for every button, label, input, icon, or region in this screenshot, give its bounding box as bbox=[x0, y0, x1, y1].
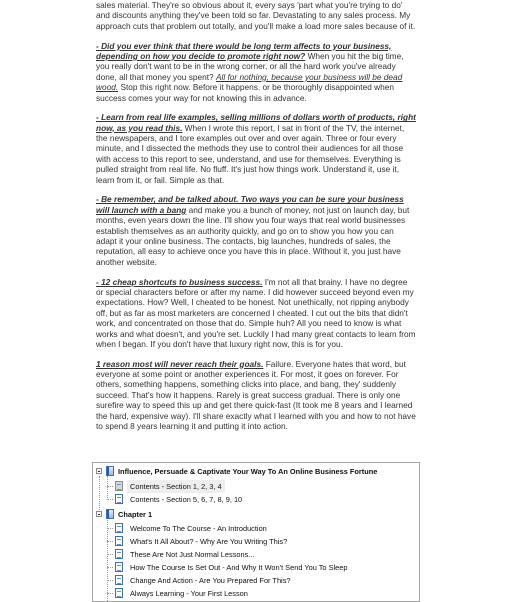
collapse-icon[interactable] bbox=[96, 511, 102, 517]
paragraph-text: and make you a bunch of money, not just on launch day, but months, even years down the line. I'll show you four ways that real world businesses establish themselves as an authority quickly, and go on to show you how you can adapt it your online business. The contacts, big launches, hundreds of sales, the reputation, all easy to achieve once you have this in place. Without it, you just have another website. bbox=[96, 204, 410, 267]
paragraph-emphasis: All for nothing, because your business will be dead wood. bbox=[96, 71, 403, 93]
tree-connector bbox=[107, 567, 113, 568]
tree-node-label: These Are Not Just Normal Lessons... bbox=[130, 550, 255, 559]
tree-node-contents-1[interactable] bbox=[93, 480, 419, 493]
book-icon bbox=[106, 509, 114, 519]
paragraph-3 bbox=[96, 194, 416, 267]
tree-node-chapter-1[interactable] bbox=[93, 508, 419, 521]
tree-node-lesson[interactable] bbox=[93, 522, 419, 535]
paragraph-text: I'm not all that brainy. I have no degree or special characters before or after my name. I did however succeed beyond even my expectations. How? Well, I cheated to be honest. Not unethically, not ripping anybody off, but as far as most marketers are concerned I cheated. I cut out the bits that didn't work, and concentrated on those that do. Simple huh? All you need to know is what works and what doesn't, and you're set. Luckily I had many great contacts to learn from when I began. If you don't have that luxury right now, this is for you. bbox=[96, 276, 416, 349]
paragraph-heading: - Be remember, and be talked about. Two ways you can be sure your business will launch with a bang bbox=[96, 194, 404, 215]
tree-connector bbox=[107, 580, 113, 581]
tree-connector bbox=[107, 528, 113, 529]
tree-node-root[interactable] bbox=[93, 465, 419, 478]
paragraph-heading: - Learn from real life examples, selling millions of dollars worth of products, right now, as you read this. bbox=[96, 112, 416, 133]
tree-node-lesson[interactable] bbox=[93, 535, 419, 548]
tree-node-label: Chapter 1 bbox=[118, 510, 153, 519]
tree-connector bbox=[107, 499, 113, 500]
page-icon bbox=[115, 562, 123, 572]
page-icon bbox=[115, 575, 123, 585]
paragraph-heading: - 12 cheap shortcuts to business success. bbox=[96, 276, 263, 287]
tree-node-label: Change And Action - Are You Prepared For This? bbox=[130, 576, 291, 585]
tree-connector bbox=[107, 486, 113, 487]
tree-node-label: How The Course Is Set Out - And Why It Won't Send You To Sleep bbox=[130, 563, 348, 572]
page-icon bbox=[115, 523, 123, 533]
paragraph-heading: - Did you ever think that there would be long term affects to your business, depending on how you decide to promote right now? bbox=[96, 40, 392, 61]
paragraph-1 bbox=[96, 41, 416, 103]
tree-connector bbox=[107, 541, 113, 542]
paragraph-2 bbox=[96, 112, 416, 185]
paragraph-heading: 1 reason most will never reach their goals. bbox=[96, 358, 264, 369]
tree-node-label: Contents - Section 1, 2, 3, 4 bbox=[127, 480, 225, 493]
paragraph-text: Failure. Everyone hates that word, but everyone at some point or another experiences it. For most, it goes on forever. For others, something happens, something clicks into place, and bang, they' suddenly succeed. That's how it happens. Rarely is great success gradual. There is only one surefire way to speed this up and get there quick-fast (It took me 8 years and I learned the hard, expensive way). I'll share exactly what I learned with you and how to not have to spend 8 years learning it and putting it into action. bbox=[96, 358, 416, 432]
paragraph-5 bbox=[96, 359, 416, 432]
paragraph-4 bbox=[96, 277, 416, 350]
tree-node-label: Welcome To The Course - An Introduction bbox=[130, 524, 267, 533]
table-of-contents-tree[interactable] bbox=[92, 462, 420, 602]
tree-node-lesson[interactable] bbox=[93, 561, 419, 574]
page-icon bbox=[115, 494, 123, 504]
tree-node-lesson[interactable] bbox=[93, 548, 419, 561]
tree-node-label: What's It All About? - Why Are You Writing This? bbox=[130, 537, 288, 546]
tree-node-lesson[interactable] bbox=[93, 587, 419, 600]
tree-connector bbox=[107, 554, 113, 555]
tree-node-lesson[interactable] bbox=[93, 574, 419, 587]
paragraph-text: When I wrote this report, I sat in front of the TV, the internet, the newspapers, and I tore examples out over and over again. Three or four every minute, and I dissected the methods they use to control their audiences for all those with access to this report to see, understand, and use for themselves. Everything is pulled straight from real life. No fluff. It's just how things work. Understand it, use it, learn from it, or fail. Simple as that. bbox=[96, 122, 405, 185]
page-icon bbox=[115, 588, 123, 598]
page-icon bbox=[115, 536, 123, 546]
paragraph-text: sales material. They're so obvious about it, every says 'part what you're trying to do' and discounts anything they've been told so far. Devastating to any sales process. My approach cuts that problem out totally, and you'll make a load more sales because of it. bbox=[96, 0, 416, 31]
paragraph-text: Stop this right now. Before it happens. or be thoroughly disappointed when success comes your way for not knowing this in advance. bbox=[96, 82, 394, 103]
tree-node-label: Always Learning - Your First Lesson bbox=[130, 589, 248, 598]
paragraph-0 bbox=[96, 0, 416, 31]
page-icon bbox=[115, 549, 123, 559]
article-body bbox=[96, 0, 416, 441]
tree-connector bbox=[107, 593, 113, 594]
paragraph-text: When you hit the big time, you really don't want to be in the wrong corner, or all the hard work you've already done, all that money you spent? bbox=[96, 50, 404, 82]
book-icon bbox=[106, 466, 114, 476]
tree-node-label: Influence, Persuade & Captivate Your Way To An Online Business Fortune bbox=[118, 467, 378, 476]
collapse-icon[interactable] bbox=[96, 468, 102, 474]
tree-node-contents-2[interactable] bbox=[93, 493, 419, 506]
page-icon bbox=[115, 481, 123, 491]
tree-node-label: Contents - Section 5, 6, 7, 8, 9, 10 bbox=[130, 495, 243, 504]
